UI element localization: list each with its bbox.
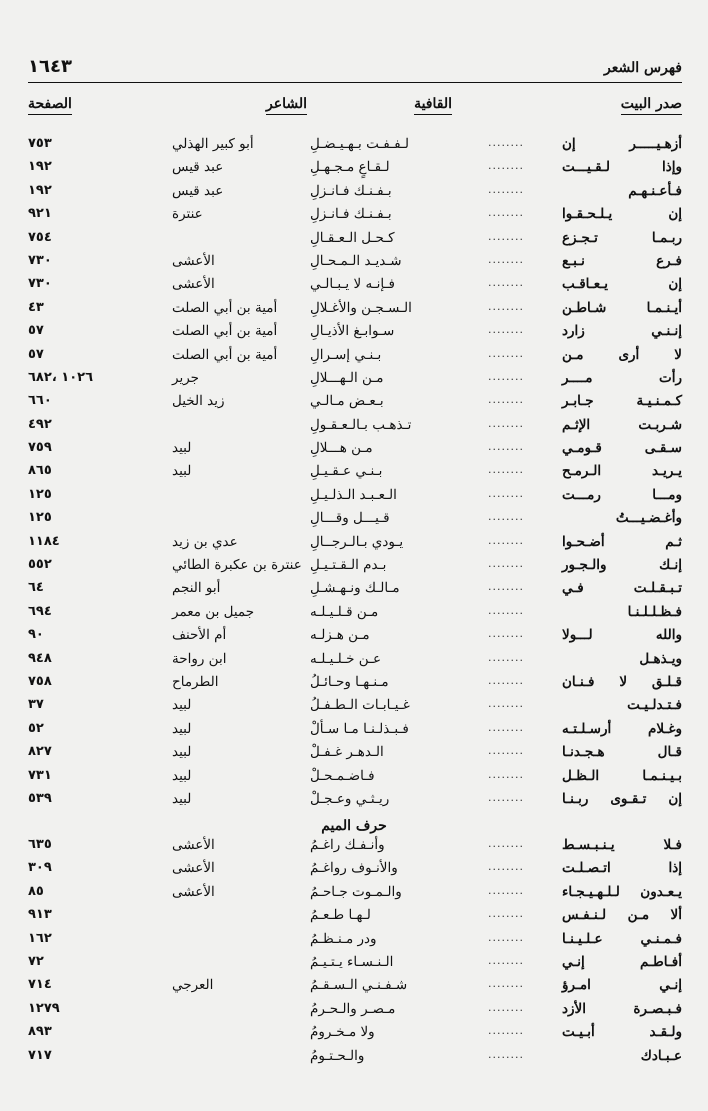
verse-opening: وغـلام أرسـلـتـه <box>562 720 682 737</box>
poet-name: لبيد <box>172 440 192 457</box>
poet-name: أمية بن أبي الصلت <box>172 346 278 363</box>
page-ref: ٧٣٠ <box>28 252 52 268</box>
page-number: ١٦٤٣ <box>28 56 72 77</box>
column-header-page: الصفحة <box>28 96 72 115</box>
table-row <box>28 487 682 510</box>
table-row <box>28 276 682 299</box>
verse-opening: إن يـعـاقـب <box>562 276 682 293</box>
page-ref: ٧١٤ <box>28 977 52 993</box>
poet-name: لبيد <box>172 744 192 761</box>
verse-opening: إن تـقـوى ربـنـا <box>562 790 682 807</box>
rhyme-word: مـن قـلـيـلـه <box>310 603 379 620</box>
rhyme-word: والـمـوت جـاحـمُ <box>310 883 402 900</box>
table-row <box>28 954 682 977</box>
rhyme-word: بـنـي إسـرالِ <box>310 346 382 363</box>
page-ref: ٧٥٤ <box>28 229 52 245</box>
rhyme-word: غـيـابـات الـطـفـلُ <box>310 697 410 714</box>
table-row <box>28 347 682 370</box>
page-ref: ٧٣١ <box>28 767 52 783</box>
column-header-sadr: صدر البيت <box>621 96 682 115</box>
dot-leader: ........ <box>488 557 524 571</box>
rhyme-word: ولا مـخـرومُ <box>310 1024 375 1041</box>
table-row <box>28 884 682 907</box>
page-ref: ١٢٥ <box>28 486 52 502</box>
poet-name: ابن رواحة <box>172 650 227 667</box>
rhyme-word: مـن هـزلـه <box>310 627 370 644</box>
verse-opening: يـعـدون لـلـهـيـجـاء <box>562 883 682 900</box>
poet-name: عبد قيس <box>172 182 224 199</box>
poet-name: الأعشى <box>172 276 215 293</box>
poet-name: عدي بن زيد <box>172 533 238 550</box>
verse-opening: شـربـت الإثـم <box>562 416 682 433</box>
table-row <box>28 300 682 323</box>
table-row <box>28 721 682 744</box>
dot-leader: ........ <box>488 860 524 874</box>
page-ref: ٧٥٩ <box>28 440 52 456</box>
verse-opening: قـلـق لا فـنـان <box>562 673 682 690</box>
page-ref: ٦٦٠ <box>28 393 52 409</box>
rhyme-word: مـن هـــلالِ <box>310 440 373 457</box>
dot-leader: ........ <box>488 1024 524 1038</box>
rhyme-word: الـدهـر غـفـلْ <box>310 744 384 761</box>
dot-leader: ........ <box>488 440 524 454</box>
poet-name: الأعشى <box>172 860 215 877</box>
table-row <box>28 463 682 486</box>
rhyme-word: سـوابـغ الأذيـالِ <box>310 323 395 340</box>
dot-leader: ........ <box>488 136 524 149</box>
page-ref: ٩٢١ <box>28 206 52 222</box>
table-row <box>28 907 682 930</box>
rhyme-word: مـالـك ونـهـشـلِ <box>310 580 400 597</box>
poet-name: لبيد <box>172 767 192 784</box>
table-row <box>28 651 682 674</box>
page-ref: ٨٥ <box>28 883 44 899</box>
verse-opening: يـريـد الـرمـح <box>562 463 682 480</box>
page-ref: ١٦٢ <box>28 930 52 946</box>
table-row <box>28 159 682 182</box>
table-row <box>28 931 682 954</box>
dot-leader: ........ <box>488 393 524 407</box>
dot-leader: ........ <box>488 720 524 734</box>
page-ref: ٧٥٨ <box>28 673 52 689</box>
page-ref: ٧٢ <box>28 953 44 969</box>
verse-opening: لا أرى مـن <box>562 346 682 363</box>
rhyme-word: فـإنـه لا يـبـالـي <box>310 276 395 293</box>
table-row <box>28 393 682 416</box>
verse-opening: تـبـقـلـت فـي <box>562 580 682 597</box>
dot-leader: ........ <box>488 603 524 617</box>
verse-opening: أفـاطـم إنـي <box>562 953 682 970</box>
poet-name: لبيد <box>172 697 192 714</box>
table-row <box>28 768 682 791</box>
rhyme-word: شـفـنـي الـسـقـمُ <box>310 977 408 994</box>
poet-name: عبد قيس <box>172 159 224 176</box>
poet-name: لبيد <box>172 463 192 480</box>
rhyme-word: والـحـتـومُ <box>310 1047 365 1064</box>
column-header-qafiya: القافية <box>414 96 452 115</box>
rhyme-word: وأنـفـك راغـمُ <box>310 837 385 853</box>
dot-leader: ........ <box>488 627 524 641</box>
page-header <box>28 52 682 83</box>
rhyme-word: مـنـهـا وحـائـلُ <box>310 673 389 690</box>
rhyme-word: كـحـل الـعـقـالِ <box>310 229 395 246</box>
dot-leader: ........ <box>488 1047 524 1061</box>
page-ref: ٥٣٩ <box>28 790 52 806</box>
dot-leader: ........ <box>488 486 524 500</box>
poet-name: الأعشى <box>172 252 215 269</box>
poet-name: الأعشى <box>172 883 215 900</box>
table-row <box>28 604 682 627</box>
page-ref: ٣٠٩ <box>28 860 52 876</box>
verse-opening: فـظـلـلـنـا <box>627 603 682 620</box>
dot-leader: ........ <box>488 650 524 664</box>
rhyme-word: ودر مـنـظـمُ <box>310 930 377 947</box>
table-row <box>28 370 682 393</box>
dot-leader: ........ <box>488 323 524 337</box>
dot-leader: ........ <box>488 673 524 687</box>
poet-name: عنترة بن عكبرة الطائي <box>172 557 302 574</box>
page-ref: ٥٢ <box>28 720 44 736</box>
table-row <box>28 1024 682 1047</box>
rhyme-word: بـعـض مـالـي <box>310 393 384 410</box>
table-row <box>28 510 682 533</box>
verse-opening: بـيـنـمـا الـظـل <box>562 767 682 784</box>
rhyme-word: مـن الـهـــلالِ <box>310 369 384 386</box>
verse-opening: رأت مــــر <box>562 369 682 386</box>
running-title: فهرس الشعر <box>604 60 682 76</box>
dot-leader: ........ <box>488 930 524 944</box>
verse-opening: فـأعـنـهـم <box>628 182 682 199</box>
page-ref: ١٢٧٩ <box>28 1000 60 1016</box>
poet-name: عنترة <box>172 206 203 223</box>
page-ref: ٩٠ <box>28 627 44 643</box>
poet-name: العرجي <box>172 977 214 994</box>
poet-name: أمية بن أبي الصلت <box>172 299 278 316</box>
verse-opening: ويـذهـل <box>639 650 682 667</box>
table-row <box>28 323 682 346</box>
poet-name: الطرماح <box>172 673 219 690</box>
index-table-lam <box>28 136 682 814</box>
dot-leader: ........ <box>488 229 524 243</box>
page-ref: ٥٧ <box>28 346 44 362</box>
column-headers <box>28 96 682 120</box>
poet-name: جرير <box>172 369 199 386</box>
poet-name: لبيد <box>172 720 192 737</box>
rhyme-word: فـاضـمـحـلْ <box>310 767 375 784</box>
table-row <box>28 627 682 650</box>
page-ref: ٩١٣ <box>28 907 52 923</box>
table-row <box>28 1001 682 1024</box>
dot-leader: ........ <box>488 182 524 196</box>
page-ref: ٧٥٣ <box>28 136 52 151</box>
page-ref: ١٢٥ <box>28 510 52 526</box>
page-ref: ٧٣٠ <box>28 276 52 292</box>
dot-leader: ........ <box>488 977 524 991</box>
table-row <box>28 136 682 159</box>
dot-leader: ........ <box>488 252 524 266</box>
poet-name: لبيد <box>172 790 192 807</box>
dot-leader: ........ <box>488 369 524 383</box>
rhyme-word: والأنـوف رواغـمُ <box>310 860 398 877</box>
index-table-meem <box>28 837 682 1071</box>
dot-leader: ........ <box>488 907 524 921</box>
verse-opening: قـال هـجـدنـا <box>562 744 682 761</box>
rhyme-word: الـعـبـد الـذلـيـلِ <box>310 486 397 503</box>
verse-opening: ومـــا رمـــت <box>562 486 682 503</box>
table-row <box>28 580 682 603</box>
dot-leader: ........ <box>488 416 524 430</box>
table-row <box>28 697 682 720</box>
page-ref: ١٩٢ <box>28 182 52 198</box>
verse-opening: فـتـدلـيـت <box>627 697 682 714</box>
poet-name: أم الأحنف <box>172 627 227 644</box>
poet-name: أبو كبير الهذلي <box>172 136 254 152</box>
verse-opening: والله لـــولا <box>562 627 682 644</box>
table-row <box>28 1048 682 1071</box>
page-ref: ٩٤٨ <box>28 650 52 666</box>
rhyme-word: لـقـاعٍ مـجـهـلِ <box>310 159 390 176</box>
rhyme-word: تـذهـب بـالـعـقـولِ <box>310 416 412 433</box>
rhyme-word: عـن خـلـيـلـه <box>310 650 381 667</box>
verse-opening: إنـنـي زارد <box>562 323 682 340</box>
rhyme-word: لـهـا طـعـمُ <box>310 907 371 924</box>
verse-opening: فـلا يـنـبـسـط <box>562 837 682 853</box>
rhyme-word: بـفـنـك فـانـزلِ <box>310 206 392 223</box>
rhyme-word: ريـثـي وعـجـلْ <box>310 790 390 807</box>
dot-leader: ........ <box>488 837 524 850</box>
rhyme-word: بـنـي عـقـيـلِ <box>310 463 383 480</box>
dot-leader: ........ <box>488 883 524 897</box>
verse-opening: إنـك والـجـور <box>562 557 682 574</box>
section-title-meem: حرف الميم <box>321 818 387 834</box>
page-ref: ٦٣٥ <box>28 837 52 852</box>
dot-leader: ........ <box>488 767 524 781</box>
table-row <box>28 183 682 206</box>
rhyme-word: لـفـفـت بـهـيـضـلِ <box>310 136 409 152</box>
page-ref: ١٩٢ <box>28 159 52 175</box>
table-row <box>28 860 682 883</box>
verse-opening: أيـنـمـا شـاطـن <box>562 299 682 316</box>
page-ref: ٦٤ <box>28 580 44 596</box>
verse-opening: ربـمـا تـجـزع <box>562 229 682 246</box>
table-row <box>28 744 682 767</box>
dot-leader: ........ <box>488 790 524 804</box>
page-ref: ٧١٧ <box>28 1047 52 1063</box>
table-row <box>28 253 682 276</box>
poet-name: أبو النجم <box>172 580 221 597</box>
dot-leader: ........ <box>488 580 524 594</box>
table-row <box>28 977 682 1000</box>
verse-opening: وإذا لـقـيـــت <box>562 159 682 176</box>
page-ref: ٣٧ <box>28 697 44 713</box>
verse-opening: فـرع نـبـع <box>562 252 682 269</box>
table-row <box>28 230 682 253</box>
column-header-poet: الشاعر <box>266 96 307 115</box>
verse-opening: ثـم أضـحـوا <box>562 533 682 550</box>
verse-opening: وأغـضـيـــتُ <box>615 510 682 527</box>
table-row <box>28 791 682 814</box>
dot-leader: ........ <box>488 744 524 758</box>
dot-leader: ........ <box>488 1000 524 1014</box>
dot-leader: ........ <box>488 346 524 360</box>
dot-leader: ........ <box>488 463 524 477</box>
rhyme-word: فـبـذلـنـا مـا سـألْ <box>310 720 409 737</box>
verse-opening: فـبـصـرة الأزد <box>562 1000 682 1017</box>
rhyme-word: شـديـد الـمـحـالِ <box>310 252 402 269</box>
dot-leader: ........ <box>488 206 524 220</box>
page-ref: ٤٣ <box>28 299 44 315</box>
dot-leader: ........ <box>488 510 524 524</box>
verse-opening: إنـي امـرؤ <box>562 977 682 994</box>
rhyme-word: الـنـسـاء يـتـيـمُ <box>310 953 394 970</box>
rhyme-word: الـسـجـن والأغـلالِ <box>310 299 412 316</box>
verse-opening: إذا اتـصـلـت <box>562 860 682 877</box>
page-ref: ٦٩٤ <box>28 603 52 619</box>
poet-name: أمية بن أبي الصلت <box>172 323 278 340</box>
dot-leader: ........ <box>488 953 524 967</box>
page-ref: ١٠٢٦ ،٦٨٢ <box>28 369 94 385</box>
page-ref: ٨٩٣ <box>28 1024 52 1040</box>
rhyme-word: مـصـر والـحـرمُ <box>310 1000 396 1017</box>
poet-name: جميل بن معمر <box>172 603 255 620</box>
dot-leader: ........ <box>488 299 524 313</box>
verse-opening: إن يـلـحـقـوا <box>562 206 682 223</box>
poet-name: زيد الخيل <box>172 393 225 410</box>
page-ref: ٨٦٥ <box>28 463 52 479</box>
table-row <box>28 557 682 580</box>
rhyme-word: يـودي بـالـرجــالِ <box>310 533 404 550</box>
verse-opening: ولـقـد أبـيـت <box>562 1024 682 1041</box>
verse-opening: سـقـى قـومـي <box>562 440 682 457</box>
rhyme-word: قـيـــل وقـــالِ <box>310 510 390 527</box>
table-row <box>28 837 682 860</box>
poet-name: الأعشى <box>172 837 215 853</box>
table-row <box>28 534 682 557</box>
rhyme-word: بـفـنـك فـانـزلِ <box>310 182 392 199</box>
table-row <box>28 206 682 229</box>
table-row <box>28 674 682 697</box>
verse-opening: ألا مـن لـنـفـس <box>562 907 682 924</box>
table-row <box>28 417 682 440</box>
verse-opening: فـمـنـي عـلـيـنـا <box>562 930 682 947</box>
page-ref: ٤٩٢ <box>28 416 52 432</box>
dot-leader: ........ <box>488 159 524 173</box>
page-ref: ٥٧ <box>28 323 44 339</box>
page-ref: ١١٨٤ <box>28 533 60 549</box>
table-row <box>28 440 682 463</box>
page-ref: ٥٥٢ <box>28 557 52 573</box>
verse-opening: عـبـادك <box>640 1047 682 1064</box>
dot-leader: ........ <box>488 276 524 290</box>
page-ref: ٨٢٧ <box>28 744 52 760</box>
verse-opening: أزهـيـــــر إن <box>562 136 682 152</box>
dot-leader: ........ <box>488 533 524 547</box>
dot-leader: ........ <box>488 697 524 711</box>
rhyme-word: بـدم الـقـتـيـلِ <box>310 557 387 574</box>
verse-opening: كـمـنـيـة جـابـر <box>562 393 682 410</box>
